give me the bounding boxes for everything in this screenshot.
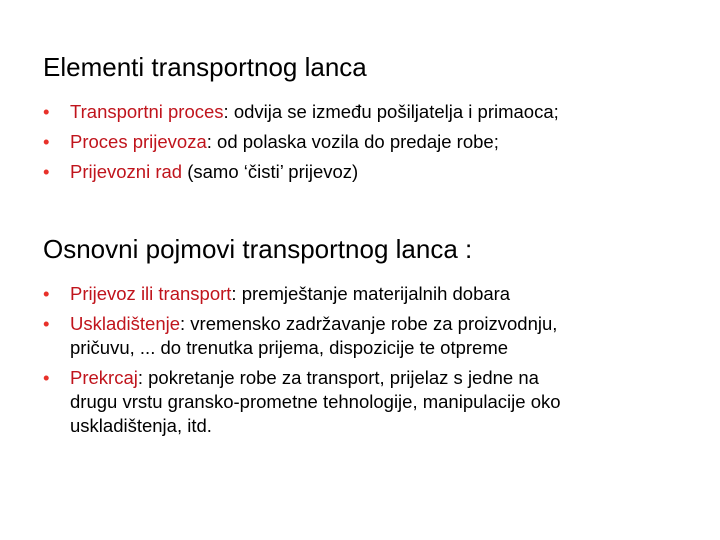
list-item	[43, 312, 703, 360]
list-item	[43, 100, 703, 124]
bullet-icon: •	[43, 161, 50, 182]
item-description-continued: uskladištenja, itd.	[70, 415, 212, 436]
bullet-icon: •	[43, 367, 50, 388]
item-description: : odvija se između pošiljatelja i primaoca;	[223, 101, 559, 122]
section-title-elements: Elementi transportnog lanca	[43, 52, 367, 82]
bullet-icon: •	[43, 283, 50, 304]
list-item	[43, 130, 703, 154]
term-carriage-process: Proces prijevoza	[70, 131, 207, 152]
term-transshipment: Prekrcaj	[70, 367, 138, 388]
item-description: : premještanje materijalnih dobara	[231, 283, 511, 304]
item-description-continued: drugu vrstu gransko-prometne tehnologije, manipulacije oko	[70, 391, 561, 412]
item-description: : pokretanje robe za transport, prijelaz s jedne na	[137, 367, 539, 388]
bullet-icon: •	[43, 101, 50, 122]
bullet-icon: •	[43, 313, 50, 334]
item-description: (samo ‘čisti’ prijevoz)	[182, 161, 359, 182]
item-description: : vremensko zadržavanje robe za proizvodnju,	[180, 313, 558, 334]
bullet-icon: •	[43, 131, 50, 152]
term-storage: Uskladištenje	[70, 313, 181, 334]
list-item	[43, 282, 703, 306]
list-item	[43, 366, 703, 438]
basic-terms-list	[43, 282, 703, 444]
term-carriage-work: Prijevozni rad	[70, 161, 183, 182]
item-description: : od polaska vozila do predaje robe;	[206, 131, 499, 152]
term-transport: Prijevoz ili transport	[70, 283, 232, 304]
section-title-basic-terms: Osnovni pojmovi transportnog lanca :	[43, 234, 473, 264]
item-description-continued: pričuvu, ... do trenutka prijema, dispozicije te otpreme	[70, 337, 509, 358]
elements-list	[43, 100, 703, 190]
list-item	[43, 160, 703, 184]
term-transport-process: Transportni proces	[70, 101, 224, 122]
